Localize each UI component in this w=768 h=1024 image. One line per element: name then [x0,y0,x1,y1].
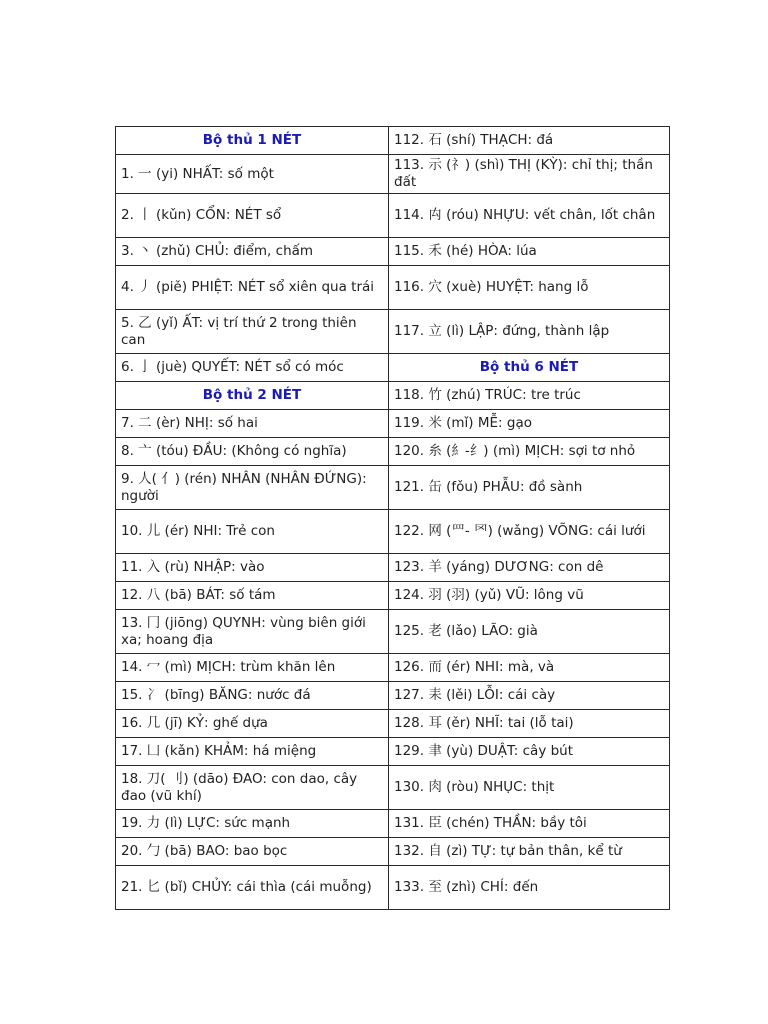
radical-entry-cell: 122. 网 (⺲- 罓) (wǎng) VÕNG: cái lưới [389,510,670,554]
table-row [116,155,670,194]
radical-entry-cell: 4. 丿 (piě) PHIỆT: NÉT sổ xiên qua trái [116,266,389,310]
radical-entry-cell: 117. 立 (lì) LẬP: đứng, thành lập [389,310,670,354]
radical-entry-cell: 125. 老 (lǎo) LÃO: già [389,610,670,654]
table-row [116,838,670,866]
section-header-cell: Bộ thủ 6 NÉT [389,354,670,382]
table-row [116,310,670,354]
table-row [116,554,670,582]
table-row [116,710,670,738]
table-row [116,766,670,810]
radical-entry-cell: 20. 勹 (bā) BAO: bao bọc [116,838,389,866]
radical-entry-cell: 132. 自 (zì) TỰ: tự bản thân, kể từ [389,838,670,866]
radical-entry-cell: 124. 羽 (羽) (yǔ) VŨ: lông vũ [389,582,670,610]
table-row [116,866,670,910]
radical-entry-cell: 12. 八 (bā) BÁT: số tám [116,582,389,610]
radical-entry-cell: 131. 臣 (chén) THẦN: bầy tôi [389,810,670,838]
radical-entry-cell: 17. 凵 (kǎn) KHẢM: há miệng [116,738,389,766]
table-row [116,682,670,710]
table-row [116,194,670,238]
radical-entry-cell: 118. 竹 (zhú) TRÚC: tre trúc [389,382,670,410]
radical-entry-cell: 7. 二 (èr) NHỊ: số hai [116,410,389,438]
radical-entry-cell: 11. 入 (rù) NHẬP: vào [116,554,389,582]
table-row [116,266,670,310]
radical-entry-cell: 19. 力 (lì) LỰC: sức mạnh [116,810,389,838]
radical-entry-cell: 121. 缶 (fǒu) PHẪU: đồ sành [389,466,670,510]
radical-entry-cell: 15. 冫 (bīng) BĂNG: nước đá [116,682,389,710]
radical-entry-cell: 120. 糸 (糹-纟) (mì) MỊCH: sợi tơ nhỏ [389,438,670,466]
table-row [116,510,670,554]
section-header-cell: Bộ thủ 2 NÉT [116,382,389,410]
table-row [116,127,670,155]
radical-entry-cell: 127. 耒 (lěi) LỖI: cái cày [389,682,670,710]
table-row [116,810,670,838]
radical-entry-cell: 14. 冖 (mì) MỊCH: trùm khăn lên [116,654,389,682]
radical-entry-cell: 126. 而 (ér) NHI: mà, và [389,654,670,682]
radical-table [115,126,670,910]
radical-entry-cell: 119. 米 (mǐ) MỄ: gạo [389,410,670,438]
table-row [116,410,670,438]
table-row [116,582,670,610]
table-row [116,738,670,766]
radical-entry-cell: 130. 肉 (ròu) NHỤC: thịt [389,766,670,810]
table-row [116,466,670,510]
radical-entry-cell: 18. 刀( 刂) (dāo) ĐAO: con dao, cây đao (vũ khí) [116,766,389,810]
radical-entry-cell: 113. 示 (⺭) (shì) THỊ (KỲ): chỉ thị; thần đất [389,155,670,194]
radical-entry-cell: 3. 丶 (zhǔ) CHỦ: điểm, chấm [116,238,389,266]
radical-entry-cell: 6. 亅 (juè) QUYẾT: NÉT sổ có móc [116,354,389,382]
radical-entry-cell: 114. 禸 (róu) NHỰU: vết chân, lốt chân [389,194,670,238]
radical-entry-cell: 116. 穴 (xuè) HUYỆT: hang lỗ [389,266,670,310]
radical-entry-cell: 115. 禾 (hé) HÒA: lúa [389,238,670,266]
radical-entry-cell: 8. 亠 (tóu) ĐẦU: (Không có nghĩa) [116,438,389,466]
table-row [116,610,670,654]
radical-entry-cell: 5. 乙 (yǐ) ẤT: vị trí thứ 2 trong thiên can [116,310,389,354]
radical-entry-cell: 10. 儿 (ér) NHI: Trẻ con [116,510,389,554]
radical-entry-cell: 133. 至 (zhì) CHÍ: đến [389,866,670,910]
radical-entry-cell: 112. 石 (shí) THẠCH: đá [389,127,670,155]
table-row [116,654,670,682]
table-row [116,354,670,382]
radical-entry-cell: 16. 几 (jī) KỶ: ghế dựa [116,710,389,738]
radical-entry-cell: 13. 冂 (jiōng) QUYNH: vùng biên giới xa; hoang địa [116,610,389,654]
radical-entry-cell: 21. 匕 (bǐ) CHỦY: cái thìa (cái muỗng) [116,866,389,910]
radical-entry-cell: 1. 一 (yi) NHẤT: số một [116,155,389,194]
radical-entry-cell: 123. 羊 (yáng) DƯƠNG: con dê [389,554,670,582]
radical-entry-cell: 129. 聿 (yù) DUẬT: cây bút [389,738,670,766]
table-row [116,438,670,466]
table-row [116,238,670,266]
radical-entry-cell: 9. 人( 亻) (rén) NHÂN (NHÂN ĐỨNG): người [116,466,389,510]
section-header-cell: Bộ thủ 1 NÉT [116,127,389,155]
radical-entry-cell: 2. 丨 (kǔn) CỔN: NÉT sổ [116,194,389,238]
table-row [116,382,670,410]
radical-entry-cell: 128. 耳 (ěr) NHĨ: tai (lỗ tai) [389,710,670,738]
